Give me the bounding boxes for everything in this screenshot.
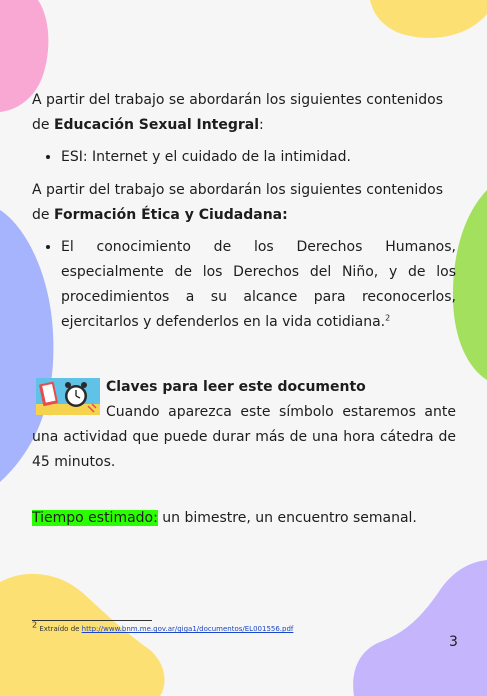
list-item: • ESI: Internet y el cuidado de la intimidad. [61,145,456,170]
document-body [32,88,456,538]
fec-content-list [32,235,456,335]
claves-title: Claves para leer este documento [106,379,366,395]
list-item [61,235,456,335]
footnote-reference[interactable]: 2 [385,313,391,323]
fec-intro-lead: A partir del trabajo se abordarán los siguientes contenidos de [32,182,444,223]
list-item-text: El conocimiento de los Derechos Humanos, especialmente de los Derechos del Niño, y de los procedimientos a su alcance para reconocerlos, ejercitarlos y defenderlos en la vida cotidiana. [61,239,456,330]
footnote-divider [32,620,152,621]
claves-section [32,375,456,475]
decor-blob-lavender [350,560,487,696]
decor-blob-yellow-top [370,0,487,40]
esi-intro-lead: A partir del trabajo se abordarán los siguientes contenidos de [32,92,444,133]
footnote-number: 2 [32,620,38,630]
claves-body: Cuando aparezca este símbolo estaremos ante una actividad que puede durar más de una hora cátedra de 45 minutos. [32,404,456,470]
page-number: 3 [449,634,458,650]
estimated-time-paragraph [32,506,456,531]
esi-content-list [32,145,456,170]
fec-intro-paragraph [32,178,456,228]
esi-intro-paragraph [32,88,456,138]
fec-subject: Formación Ética y Ciudadana: [53,207,288,223]
esi-subject: Educación Sexual Integral [53,117,260,133]
alarm-clock-book-icon [36,378,100,415]
footnote [32,620,294,633]
footnote-link[interactable]: http://www.bnm.me.gov.ar/giga1/documentos/EL001556.pdf [81,625,294,633]
estimated-time-label: Tiempo estimado: [32,510,158,526]
esi-subject-punct: : [259,117,264,133]
estimated-time-value: un bimestre, un encuentro semanal. [157,510,417,526]
footnote-prefix: Extraído de [37,625,82,633]
decor-blob-green [452,190,487,380]
